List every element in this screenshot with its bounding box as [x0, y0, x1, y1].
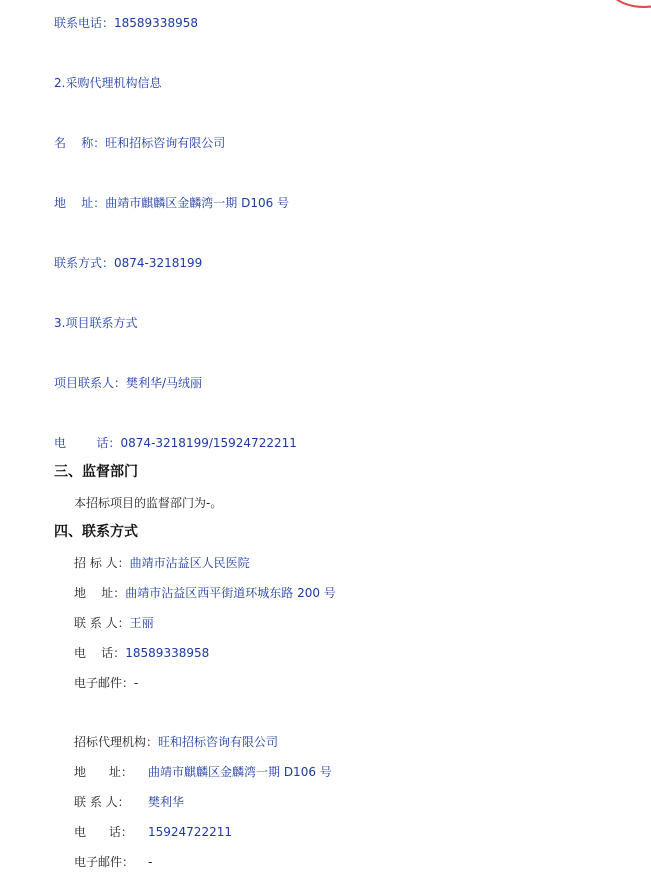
contact-phone-line: 联系电话：18589338958 — [54, 16, 198, 30]
tenderer-email-line — [74, 674, 138, 692]
tenderer-name-value: 曲靖市沾益区人民医院 — [129, 556, 250, 570]
tenderer-email-value: - — [134, 676, 139, 690]
project-phone-label: 电 话： — [54, 436, 121, 450]
project-contact-person-line: 项目联系人：樊利华/马绒丽 — [54, 376, 203, 390]
agency-name-label: 名 称： — [54, 136, 106, 150]
agency2-email-value: - — [148, 855, 153, 869]
section-3-title: 三、监督部门 — [54, 464, 138, 480]
agency2-phone-line — [74, 823, 232, 841]
section-3-text: 本招标项目的监督部门为-。 — [74, 496, 223, 510]
agency2-name-label: 招标代理机构： — [74, 735, 159, 749]
tenderer-phone-label: 电 话： — [74, 646, 126, 660]
tenderer-email-label: 电子邮件： — [74, 676, 135, 690]
agency2-contact-line — [74, 793, 184, 811]
tenderer-phone-value: 18589338958 — [125, 646, 210, 660]
agency-name-line — [54, 134, 225, 152]
agency-address-value: 曲靖市麒麟区金麟湾一期 D106 号 — [105, 196, 290, 210]
project-contact-heading: 3.项目联系方式 — [54, 316, 138, 330]
agency2-address-value: 曲靖市麒麟区金麟湾一期 D106 号 — [148, 765, 332, 779]
stamp-fragment — [607, 0, 651, 8]
section-4-title: 四、联系方式 — [54, 524, 138, 540]
agency2-address-label: 地 址： — [74, 765, 133, 779]
agency2-phone-label: 电 话： — [74, 825, 133, 839]
agency2-email-line — [74, 853, 152, 871]
tenderer-name-line — [74, 554, 250, 572]
tenderer-address-label: 地 址： — [74, 586, 126, 600]
tenderer-contact-value: 王丽 — [129, 616, 154, 630]
tenderer-address-line — [74, 584, 336, 602]
project-phone-line — [54, 434, 297, 452]
agency-name-value: 旺和招标咨询有限公司 — [105, 136, 226, 150]
agency2-name-value: 旺和招标咨询有限公司 — [158, 735, 279, 749]
agency2-email-label: 电子邮件： — [74, 855, 135, 869]
agency2-name-line — [74, 733, 278, 751]
agency2-contact-value: 樊利华 — [148, 795, 185, 809]
agency-info-heading: 2.采购代理机构信息 — [54, 76, 162, 90]
tenderer-phone-line — [74, 644, 209, 662]
agency2-address-line — [74, 763, 332, 781]
agency-contact-line: 联系方式：0874-3218199 — [54, 256, 203, 270]
tenderer-contact-label: 联 系 人： — [74, 616, 130, 630]
tenderer-name-label: 招 标 人： — [74, 556, 130, 570]
agency2-phone-value: 15924722211 — [148, 825, 232, 839]
agency2-contact-label: 联 系 人： — [74, 795, 130, 809]
agency-address-line — [54, 194, 289, 212]
project-phone-value: 0874-3218199/15924722211 — [120, 436, 297, 450]
tenderer-contact-line — [74, 614, 154, 632]
tenderer-address-value: 曲靖市沾益区西平街道环城东路 200 号 — [125, 586, 336, 600]
agency-address-label: 地 址： — [54, 196, 106, 210]
